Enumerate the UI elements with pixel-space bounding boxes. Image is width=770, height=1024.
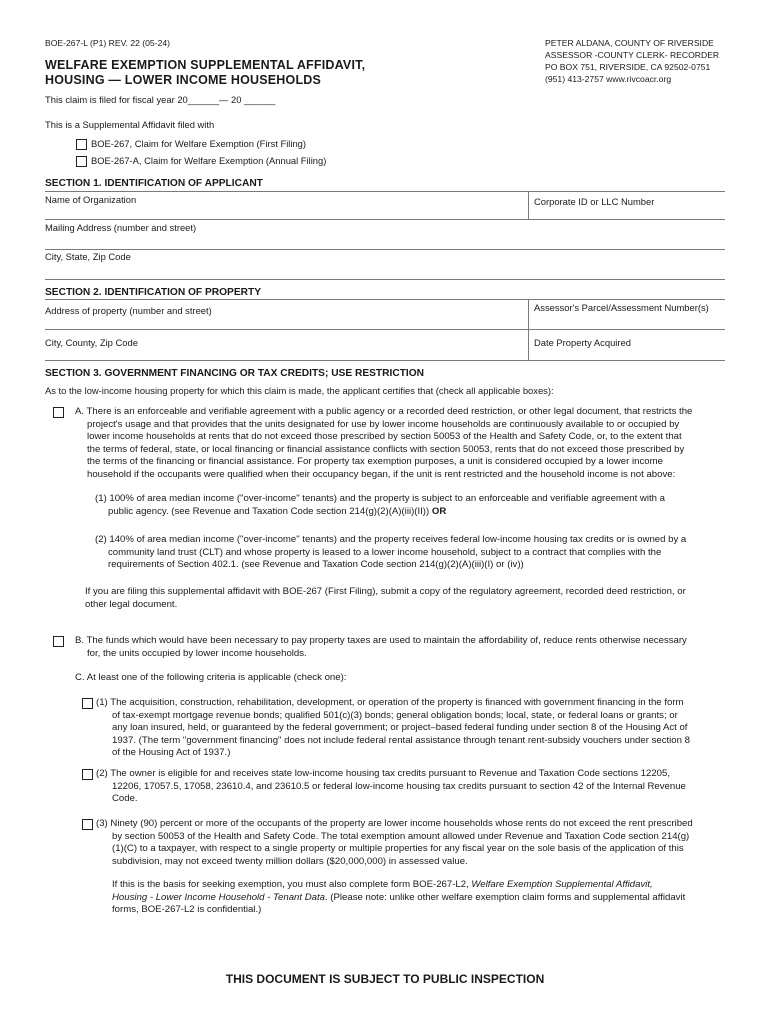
checkbox-b[interactable] — [53, 636, 64, 647]
checkbox-c3[interactable] — [82, 819, 93, 830]
section2-column-divider — [528, 300, 529, 360]
city-state-zip-field[interactable] — [45, 279, 725, 280]
assessor-line2: ASSESSOR -COUNTY CLERK- RECORDER — [545, 50, 720, 60]
org-name-label: Name of Organization — [45, 194, 137, 205]
item-c3-text: (3) Ninety (90) percent or more of the occupants of the property are lower income households whose rents do not exceed the rent prescribed by section 50053 of the Health and Safety Code. The total exemption amount allowed under Revenue and Taxation Code section 214(g) (1)(C) to a taxpayer, with respect to a single property or multiple properties for any fiscal year on the sole basis of the application of this subdivision, may not exceed twenty million dollars ($20,000,000) in assessed value. — [96, 818, 693, 867]
first-filing-label: BOE-267, Claim for Welfare Exemption (First Filing) — [91, 138, 306, 149]
mailing-address-label: Mailing Address (number and street) — [45, 222, 197, 233]
corp-id-label: Corporate ID or LLC Number — [534, 196, 655, 207]
mailing-address-field[interactable] — [45, 249, 725, 250]
city-county-zip-label: City, County, Zip Code — [45, 337, 138, 348]
assessor-line3: PO BOX 751, RIVERSIDE, CA 92502-0751 — [545, 62, 711, 72]
section1-column-divider — [528, 192, 529, 220]
form-title-line1: WELFARE EXEMPTION SUPPLEMENTAL AFFIDAVIT, — [45, 58, 366, 72]
checkbox-c1[interactable] — [82, 698, 93, 709]
checkbox-c2[interactable] — [82, 769, 93, 780]
annual-filing-label: BOE-267-A, Claim for Welfare Exemption (Annual Filing) — [91, 155, 327, 166]
section1-heading: SECTION 1. IDENTIFICATION OF APPLICANT — [45, 178, 263, 189]
section2-heading: SECTION 2. IDENTIFICATION OF PROPERTY — [45, 287, 262, 298]
item-c-intro: C. At least one of the following criteria is applicable (check one): — [75, 672, 347, 683]
section2-divider — [45, 299, 725, 300]
item-c2-text: (2) The owner is eligible for and receives state low-income housing tax credits pursuant to Revenue and Taxation Code sections 12205, 12206, 17057.5, 17058, 23610.4, and 23610.5 or federal low-income housing tax credits pursuant to section 42 of the Internal Revenue Code. — [96, 768, 686, 804]
item-a-text: A. There is an enforceable and verifiable agreement with a public agency or a recorded deed restriction, or other legal document, that restricts the project's usage and that provides that the units designated for use by lower income households are continuously available to or occupied by lower income households at rents that do not exceed those prescribed by section 50053 of the Health and Safety Code, or, to the extent that the terms of federal, state, or local financing or financial assistance conflicts with section 50053, rents that do not exceed those prescribed by the terms of the financing or financial assistance. For property tax exemption purposes, a unit is considered occupied by a lower income household if the occupants were qualified when their occupancy began, if the unit is rent restricted and the household income is not above: — [75, 406, 693, 480]
item-a-note: If you are filing this supplemental affidavit with BOE-267 (First Filing), submit a copy of the regulatory agreement, recorded deed restriction, or other legal document. — [85, 586, 686, 610]
public-inspection-notice: THIS DOCUMENT IS SUBJECT TO PUBLIC INSPECTION — [225, 972, 545, 986]
fiscal-year-field[interactable]: This claim is filed for fiscal year 20______— 20 ______ — [45, 94, 276, 105]
item-a2-text: (2) 140% of area median income ("over-income" tenants) and the property receives federal low-income housing tax credits or is owned by a community land trust (CLT) and whose property is leased to a lower income household, subject to a contract that complies with the requirements of Section 402.1. (see Revenue and Taxation Code section 214(g)(2)(A)(iii)(I) or (iv)) — [95, 534, 687, 570]
item-a1-text: (1) 100% of area median income ("over-income" tenants) and the property is subject to an enforceable and verifiable agreement with a public agency. (see Revenue and Taxation Code section 214(g)(2)(A)(iii)(II)) OR — [95, 493, 665, 517]
assessor-line1: PETER ALDANA, COUNTY OF RIVERSIDE — [545, 38, 714, 48]
city-state-zip-label: City, State, Zip Code — [45, 251, 131, 262]
item-b-text: B. The funds which would have been necessary to pay property taxes are used to maintain the affordability of, reduce rents otherwise necessary for, the units occupied by lower income households. — [75, 635, 687, 659]
checkbox-a[interactable] — [53, 407, 64, 418]
filed-with-intro: This is a Supplemental Affidavit filed with — [45, 119, 215, 130]
org-name-field[interactable] — [45, 219, 725, 220]
form-title-line2: HOUSING — LOWER INCOME HOUSEHOLDS — [45, 73, 322, 87]
section3-heading: SECTION 3. GOVERNMENT FINANCING OR TAX CREDITS; USE RESTRICTION — [45, 368, 425, 379]
form-id: BOE-267-L (P1) REV. 22 (05-24) — [45, 38, 170, 48]
item-c3-note: If this is the basis for seeking exemption, you must also complete form BOE-267-L2, Welfare Exemption Supplemental Affidavit, Housing - Lower Income Household - Tenant Data. (Please note: unlike other welfare exemption claim forms and supplemental affidavit forms, BOE-267-L2 is confidential.) — [112, 879, 686, 915]
item-c1-text: (1) The acquisition, construction, rehabilitation, development, or operation of the property is financed with government financing in the form of tax-exempt mortgage revenue bonds; qualified 501(c)(3) bonds; general obligation bonds; local, state, or federal loans or grants; or any loan insured, held, or guaranteed by the federal government; or project–based federal funding under section 8 of the Housing Act of 1937. (The term "government financing" does not include federal rental assistance through tenant rent-subsidy vouchers under section 8 of the Housing Act of 1937.) — [96, 697, 690, 758]
section1-divider — [45, 191, 725, 192]
parcel-number-label: Assessor's Parcel/Assessment Number(s) — [534, 302, 709, 313]
property-address-label: Address of property (number and street) — [45, 305, 212, 316]
assessor-line4: (951) 413-2757 www.rivcoacr.org — [545, 74, 672, 84]
first-filing-checkbox[interactable] — [76, 139, 87, 150]
annual-filing-checkbox[interactable] — [76, 156, 87, 167]
city-county-zip-field[interactable] — [45, 360, 725, 361]
date-acquired-label: Date Property Acquired — [534, 337, 631, 348]
section3-intro: As to the low-income housing property for which this claim is made, the applicant certifies that (check all applicable boxes): — [45, 385, 554, 396]
property-address-field[interactable] — [45, 329, 725, 330]
